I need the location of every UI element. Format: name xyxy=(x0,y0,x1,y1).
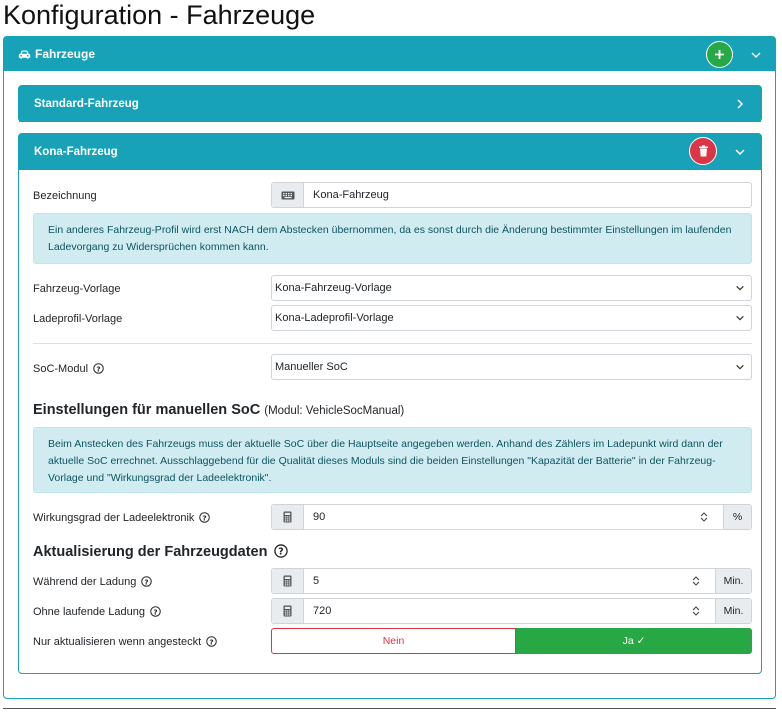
vehicles-card-title: Fahrzeuge xyxy=(35,47,96,61)
delete-vehicle-button[interactable] xyxy=(689,137,717,165)
spinner-icon[interactable] xyxy=(691,575,701,587)
efficiency-unit: % xyxy=(723,505,751,529)
name-value: Kona-Fahrzeug xyxy=(313,189,389,201)
idle-label: Ohne laufende Ladung ? xyxy=(33,606,161,618)
keyboard-icon xyxy=(272,183,304,207)
page-title: Konfiguration - Fahrzeuge xyxy=(3,0,316,30)
help-icon[interactable] xyxy=(150,606,161,617)
help-icon[interactable] xyxy=(274,544,288,558)
vehicle-template-value: Kona-Fahrzeug-Vorlage xyxy=(275,282,392,294)
car-icon xyxy=(18,49,31,60)
calculator-icon xyxy=(272,599,304,623)
soc-module-select[interactable] xyxy=(271,354,752,380)
name-label: Bezeichnung xyxy=(33,190,97,202)
during-charge-label: Während der Ladung ? xyxy=(33,576,152,588)
standard-vehicle-header[interactable] xyxy=(19,86,761,122)
charge-profile-value: Kona-Ladeprofil-Vorlage xyxy=(275,312,394,324)
charge-profile-label: Ladeprofil-Vorlage xyxy=(33,313,123,325)
divider xyxy=(33,343,752,344)
vehicle-template-select[interactable] xyxy=(271,275,752,301)
during-charge-input[interactable] xyxy=(271,568,752,594)
svg-text:?: ? xyxy=(209,637,214,647)
spinner-icon[interactable] xyxy=(699,511,709,523)
svg-text:?: ? xyxy=(144,577,150,587)
plus-icon xyxy=(714,49,725,60)
svg-text:?: ? xyxy=(153,607,158,617)
during-charge-value: 5 xyxy=(313,575,320,587)
standard-vehicle-card xyxy=(18,85,762,122)
help-icon[interactable] xyxy=(141,576,152,587)
add-vehicle-button[interactable] xyxy=(706,41,733,68)
option-no-button[interactable]: Nein xyxy=(271,628,516,654)
trash-icon xyxy=(698,145,709,157)
vehicles-card xyxy=(3,36,776,699)
standard-vehicle-title: Standard-Fahrzeug xyxy=(34,98,139,110)
chevron-down-icon xyxy=(733,313,747,323)
efficiency-label: Wirkungsgrad der Ladeelektronik ? xyxy=(33,512,210,524)
footer-divider xyxy=(3,708,776,709)
help-icon[interactable] xyxy=(93,363,104,374)
during-charge-unit: Min. xyxy=(715,569,751,593)
chevron-down-icon[interactable] xyxy=(734,146,746,158)
charge-profile-select[interactable] xyxy=(271,305,752,331)
efficiency-input[interactable] xyxy=(271,504,752,530)
kona-vehicle-card xyxy=(18,133,762,674)
kona-vehicle-title: Kona-Fahrzeug xyxy=(34,146,118,158)
name-input[interactable] xyxy=(271,182,752,208)
plugged-only-label: Nur aktualisieren wenn angesteckt ? xyxy=(33,636,217,648)
help-icon[interactable] xyxy=(199,512,210,523)
chevron-right-icon[interactable] xyxy=(734,98,746,110)
svg-text:?: ? xyxy=(277,546,284,558)
svg-text:?: ? xyxy=(202,513,208,523)
update-heading: Aktualisierung der Fahrzeugdaten ? xyxy=(33,544,288,560)
idle-unit: Min. xyxy=(715,599,751,623)
kona-vehicle-header[interactable] xyxy=(19,134,761,170)
profile-change-info: Ein anderes Fahrzeug-Profil wird erst NACH dem Abstecken übernommen, da es sonst durch die Änderung bestimmter Einstellungen im laufenden Ladevorgang zu Widersprüchen kommen kann. xyxy=(33,213,752,264)
manual-soc-info: Beim Anstecken des Fahrzeugs muss der aktuelle SoC über die Hauptseite angegeben werden. Anhand des Zählers im Ladepunkt wird dann der aktuelle SoC errechnet. Ausschlaggebend für die Qualität dieses Moduls sind die beiden Einstellungen "Kapazität der Batterie" in der Fahrzeug-Vorlage und "Wirkungsgrad der Ladeelektronik". xyxy=(33,427,752,493)
manual-soc-module-name: (Modul: VehicleSocManual) xyxy=(264,405,405,417)
chevron-down-icon xyxy=(733,283,747,293)
spinner-icon[interactable] xyxy=(691,605,701,617)
chevron-down-icon[interactable] xyxy=(750,49,762,61)
vehicle-template-label: Fahrzeug-Vorlage xyxy=(33,283,121,295)
chevron-down-icon xyxy=(733,362,747,372)
vehicles-card-header[interactable] xyxy=(4,37,775,71)
calculator-icon xyxy=(272,569,304,593)
option-yes-button[interactable]: Ja ✓ xyxy=(516,628,752,654)
soc-module-value: Manueller SoC xyxy=(275,361,348,373)
calculator-icon xyxy=(272,505,304,529)
manual-soc-heading: Einstellungen für manuellen SoC (Modul: VehicleSocManual) xyxy=(33,402,405,418)
idle-input[interactable] xyxy=(271,598,752,624)
help-icon[interactable] xyxy=(206,636,217,647)
idle-value: 720 xyxy=(313,605,332,617)
efficiency-value: 90 xyxy=(313,511,326,523)
svg-text:?: ? xyxy=(96,364,101,374)
plugged-only-toggle xyxy=(271,628,752,654)
soc-module-label: SoC-Modul ? xyxy=(33,363,104,375)
